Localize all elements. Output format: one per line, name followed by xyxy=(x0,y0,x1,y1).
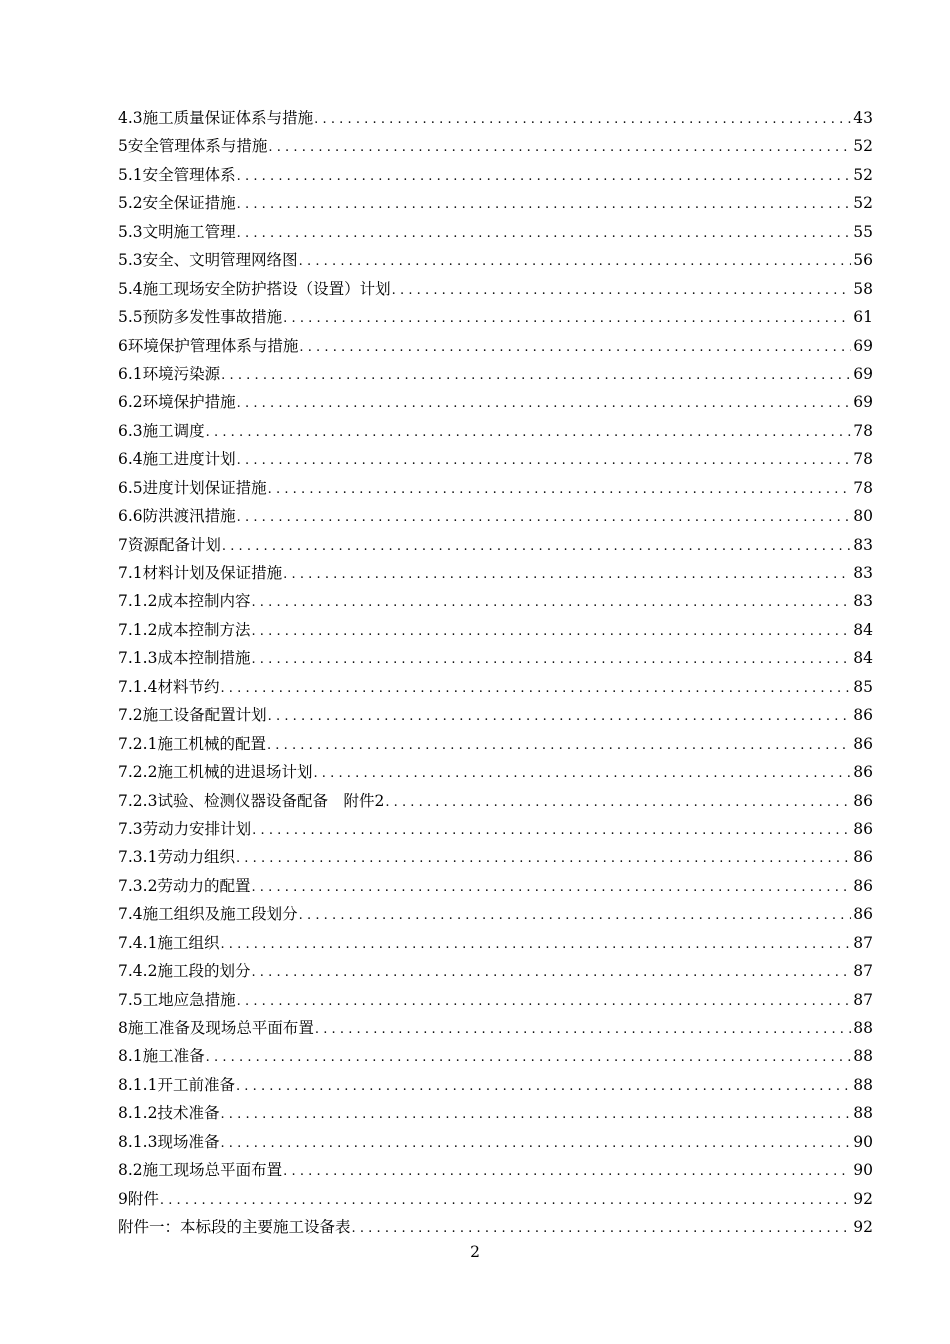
toc-entry-page: 78 xyxy=(853,478,873,497)
toc-entry-title: 8.1.1开工前准备 xyxy=(118,1075,235,1094)
toc-entry-title: 7.1.3成本控制措施 xyxy=(118,649,251,668)
toc-entry-page: 69 xyxy=(853,393,873,412)
toc-dot-leader xyxy=(314,106,851,134)
toc-entry-page: 92 xyxy=(853,1189,873,1208)
toc-entry-page: 86 xyxy=(853,734,873,753)
toc-entry[interactable] xyxy=(118,758,873,786)
toc-dot-leader xyxy=(251,874,851,902)
toc-entry[interactable] xyxy=(118,986,873,1014)
toc-entry-page: 58 xyxy=(853,279,873,298)
toc-entry-title: 5.2安全保证措施 xyxy=(118,194,236,213)
toc-entry[interactable] xyxy=(118,843,873,871)
toc-entry-page: 55 xyxy=(853,222,873,241)
toc-entry-page: 86 xyxy=(853,848,873,867)
toc-dot-leader xyxy=(392,277,852,305)
toc-entry-title: 7.1.2成本控制方法 xyxy=(118,620,251,639)
toc-entry-page: 43 xyxy=(853,109,873,127)
toc-dot-leader xyxy=(220,931,851,959)
toc-dot-leader xyxy=(268,703,852,731)
toc-entry-title: 7.4施工组织及施工段划分 xyxy=(118,905,298,924)
toc-entry-page: 88 xyxy=(853,1104,873,1123)
toc-dot-leader xyxy=(220,1101,851,1129)
toc-entry-title: 6.2环境保护措施 xyxy=(118,393,236,412)
toc-entry[interactable] xyxy=(118,531,873,559)
toc-entry[interactable] xyxy=(118,189,873,217)
toc-entry-title: 7.4.1施工组织 xyxy=(118,933,220,952)
toc-entry[interactable] xyxy=(118,1213,873,1241)
toc-entry[interactable] xyxy=(118,929,873,957)
toc-entry[interactable] xyxy=(118,872,873,900)
toc-entry-title: 6.3施工调度 xyxy=(118,421,205,440)
toc-dot-leader xyxy=(299,902,852,930)
toc-entry-page: 90 xyxy=(853,1161,873,1180)
toc-entry[interactable] xyxy=(118,388,873,416)
toc-entry[interactable] xyxy=(118,246,873,274)
toc-dot-leader xyxy=(267,732,851,760)
toc-entry[interactable] xyxy=(118,161,873,189)
toc-entry[interactable] xyxy=(118,587,873,615)
toc-dot-leader xyxy=(315,1016,851,1044)
toc-entry-title: 6.6防洪渡汛措施 xyxy=(118,507,236,526)
toc-entry-page: 87 xyxy=(853,962,873,981)
toc-entry-page: 52 xyxy=(853,165,873,184)
toc-entry[interactable] xyxy=(118,332,873,360)
toc-entry[interactable] xyxy=(118,701,873,729)
toc-entry-page: 87 xyxy=(853,933,873,952)
toc-dot-leader xyxy=(221,362,851,390)
toc-entry-title: 6.1环境污染源 xyxy=(118,364,221,383)
toc-entry[interactable] xyxy=(118,559,873,587)
toc-entry[interactable] xyxy=(118,1042,873,1070)
toc-entry[interactable] xyxy=(118,1185,873,1213)
toc-dot-leader xyxy=(252,817,851,845)
toc-entry-page: 69 xyxy=(853,364,873,383)
toc-entry[interactable] xyxy=(118,815,873,843)
table-of-contents xyxy=(118,104,873,1242)
toc-entry-title: 5.5预防多发性事故措施 xyxy=(118,308,283,327)
toc-dot-leader xyxy=(313,760,851,788)
toc-entry-page: 83 xyxy=(853,592,873,611)
toc-entry-page: 84 xyxy=(853,649,873,668)
toc-entry-title: 5.3安全、文明管理网络图 xyxy=(118,251,298,270)
toc-entry[interactable] xyxy=(118,1014,873,1042)
toc-entry-page: 84 xyxy=(853,620,873,639)
toc-dot-leader xyxy=(220,675,851,703)
toc-entry-title: 5.3文明施工管理 xyxy=(118,222,236,241)
toc-entry-title: 7.5工地应急措施 xyxy=(118,990,236,1009)
toc-dot-leader xyxy=(283,1158,851,1186)
toc-entry-page: 88 xyxy=(853,1075,873,1094)
toc-dot-leader xyxy=(237,191,852,219)
toc-entry-title: 7.2.3试验、检测仪器设备配备 附件2 xyxy=(118,791,385,810)
toc-dot-leader xyxy=(236,1073,851,1101)
toc-entry-title: 9附件 xyxy=(118,1189,159,1208)
toc-dot-leader xyxy=(251,646,851,674)
toc-entry-page: 52 xyxy=(853,137,873,156)
toc-entry-title: 7.3.2劳动力的配置 xyxy=(118,876,251,895)
toc-entry[interactable] xyxy=(118,644,873,672)
toc-entry-page: 78 xyxy=(853,421,873,440)
toc-dot-leader xyxy=(299,334,851,362)
toc-dot-leader xyxy=(283,561,851,589)
toc-entry[interactable] xyxy=(118,360,873,388)
toc-entry-title: 8.1.2技术准备 xyxy=(118,1104,220,1123)
toc-entry-title: 7.3劳动力安排计划 xyxy=(118,819,252,838)
toc-entry-page: 90 xyxy=(853,1132,873,1151)
toc-entry-title: 5安全管理体系与措施 xyxy=(118,137,268,156)
toc-entry-title: 8.1施工准备 xyxy=(118,1047,205,1066)
toc-entry-title: 5.4施工现场安全防护搭设（设置）计划 xyxy=(118,279,391,298)
toc-entry-title: 7.2.2施工机械的进退场计划 xyxy=(118,763,313,782)
toc-entry[interactable] xyxy=(118,900,873,928)
toc-dot-leader xyxy=(283,305,851,333)
toc-dot-leader xyxy=(237,504,852,532)
toc-entry-title: 6.4施工进度计划 xyxy=(118,450,236,469)
toc-entry-page: 56 xyxy=(853,251,873,270)
toc-entry[interactable] xyxy=(118,1099,873,1127)
toc-entry-page: 86 xyxy=(853,763,873,782)
toc-dot-leader xyxy=(206,1044,852,1072)
toc-entry[interactable] xyxy=(118,218,873,246)
toc-entry-page: 88 xyxy=(853,1019,873,1037)
toc-entry-title: 7资源配备计划 xyxy=(118,535,221,554)
toc-entry-title: 7.1.4材料节约 xyxy=(118,677,220,696)
toc-entry[interactable] xyxy=(118,445,873,473)
toc-dot-leader xyxy=(251,959,851,987)
toc-dot-leader xyxy=(222,533,851,561)
toc-dot-leader xyxy=(237,220,852,248)
toc-entry[interactable] xyxy=(118,104,873,132)
toc-dot-leader xyxy=(352,1215,852,1243)
toc-entry-page: 86 xyxy=(853,876,873,895)
toc-entry-title: 8.1.3现场准备 xyxy=(118,1132,220,1151)
toc-dot-leader xyxy=(268,134,851,162)
toc-dot-leader xyxy=(237,390,852,418)
toc-dot-leader xyxy=(385,789,851,817)
toc-entry-page: 69 xyxy=(853,336,873,355)
toc-entry[interactable] xyxy=(118,275,873,303)
toc-entry-title: 6环境保护管理体系与措施 xyxy=(118,336,299,355)
toc-entry-page: 83 xyxy=(853,535,873,554)
toc-entry[interactable] xyxy=(118,787,873,815)
toc-entry[interactable] xyxy=(118,502,873,530)
toc-entry-page: 87 xyxy=(853,990,873,1009)
toc-dot-leader xyxy=(206,419,852,447)
toc-dot-leader xyxy=(237,163,852,191)
toc-entry-title: 7.1材料计划及保证措施 xyxy=(118,564,283,582)
toc-entry[interactable] xyxy=(118,1128,873,1156)
toc-entry-page: 83 xyxy=(853,564,873,582)
toc-dot-leader xyxy=(220,1130,851,1158)
toc-entry-page: 52 xyxy=(853,194,873,213)
toc-entry-title: 6.5进度计划保证措施 xyxy=(118,478,267,497)
toc-entry-page: 86 xyxy=(853,819,873,838)
toc-dot-leader xyxy=(237,988,852,1016)
toc-entry[interactable] xyxy=(118,1071,873,1099)
toc-entry[interactable] xyxy=(118,132,873,160)
toc-entry[interactable] xyxy=(118,1156,873,1184)
toc-entry[interactable] xyxy=(118,730,873,758)
toc-entry-title: 5.1安全管理体系 xyxy=(118,165,236,184)
toc-entry-page: 92 xyxy=(853,1218,873,1237)
toc-entry-title: 7.1.2成本控制内容 xyxy=(118,592,251,611)
toc-entry-page: 61 xyxy=(853,308,873,327)
toc-entry-page: 78 xyxy=(853,450,873,469)
toc-entry[interactable] xyxy=(118,673,873,701)
toc-entry-page: 88 xyxy=(853,1047,873,1066)
toc-entry-title: 8施工准备及现场总平面布置 xyxy=(118,1019,314,1037)
toc-entry-title: 7.2施工设备配置计划 xyxy=(118,706,267,725)
toc-entry-page: 80 xyxy=(853,507,873,526)
toc-entry-page: 85 xyxy=(853,677,873,696)
toc-dot-leader xyxy=(160,1187,851,1215)
toc-dot-leader xyxy=(251,589,851,617)
toc-entry-title: 附件一：本标段的主要施工设备表 xyxy=(118,1218,351,1237)
toc-entry[interactable] xyxy=(118,474,873,502)
toc-entry-title: 7.3.1劳动力组织 xyxy=(118,848,235,867)
toc-dot-leader xyxy=(237,447,852,475)
toc-entry-title: 7.2.1施工机械的配置 xyxy=(118,734,266,753)
toc-entry-page: 86 xyxy=(853,791,873,810)
toc-entry-page: 86 xyxy=(853,706,873,725)
toc-entry[interactable] xyxy=(118,957,873,985)
toc-entry[interactable] xyxy=(118,417,873,445)
toc-entry-title: 7.4.2施工段的划分 xyxy=(118,962,251,981)
toc-dot-leader xyxy=(251,618,851,646)
toc-entry[interactable] xyxy=(118,616,873,644)
toc-dot-leader xyxy=(299,248,852,276)
toc-entry-title: 8.2施工现场总平面布置 xyxy=(118,1161,283,1180)
page-number: 2 xyxy=(470,1243,480,1261)
toc-entry-page: 86 xyxy=(853,905,873,924)
toc-entry[interactable] xyxy=(118,303,873,331)
toc-dot-leader xyxy=(236,845,851,873)
toc-entry-title: 4.3施工质量保证体系与措施 xyxy=(118,109,314,127)
toc-dot-leader xyxy=(268,476,852,504)
